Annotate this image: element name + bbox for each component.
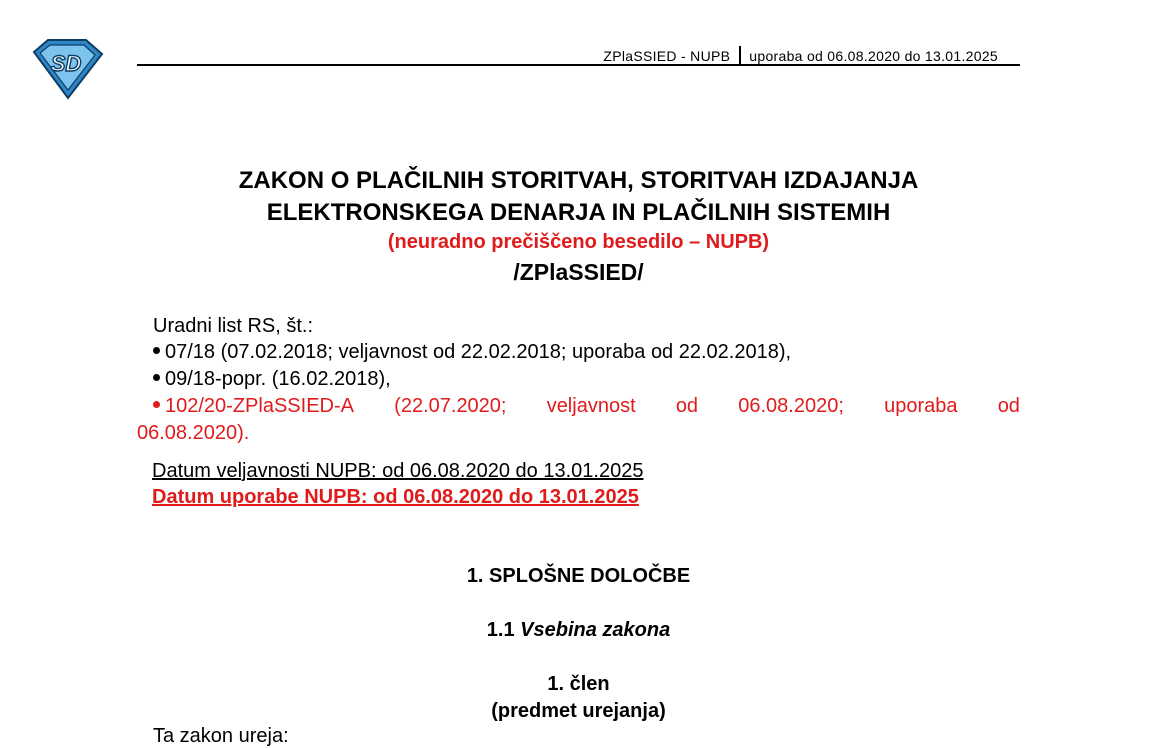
logo-text: SD [50,51,82,76]
gazette-item [153,367,391,391]
bullet-icon [153,401,160,408]
bullet-icon [153,347,160,354]
header-document-label: ZPlaSSIED - NUPB [603,48,731,64]
bullet-icon [153,374,160,381]
amendment-word: uporaba [884,395,958,417]
article-title: (predmet urejanja) [491,700,666,722]
amendment-word: (22.07.2020; [394,395,507,417]
article-body-start: Ta zakon ureja: [153,725,289,747]
gazette-intro: Uradni list RS, št.: [153,315,314,337]
amendment-word: od [675,395,699,417]
law-title-line-1: ZAKON O PLAČILNIH STORITVAH, STORITVAH IZDAJANJA [238,167,919,194]
gazette-item-amendment-continuation: 06.08.2020). [137,422,250,444]
running-header [137,44,1020,66]
article-number: 1. člen [547,673,610,695]
header-usage-dates: uporaba od 06.08.2020 do 13.01.2025 [749,48,998,64]
subsection-heading [137,618,1020,642]
amendment-word: 06.08.2020; [738,395,844,417]
subsection-title: Vsebina zakona [520,619,671,641]
gazette-item [153,340,791,364]
subsection-number: 1.1 [486,619,515,641]
law-title-line-2: ELEKTRONSKEGA DENARJA IN PLAČILNIH SISTEMIH [266,199,891,226]
validity-date-line: Datum veljavnosti NUPB: od 06.08.2020 do 13.01.2025 [152,460,644,482]
amendment-word: 102/20-ZPlaSSIED-A [153,394,354,418]
sd-logo-icon [30,38,104,100]
header-separator [739,46,741,66]
gazette-item-text: 09/18-popr. (16.02.2018), [165,368,391,390]
amendment-word: od [997,395,1020,417]
law-subtitle: (neuradno prečiščeno besedilo – NUPB) [387,231,770,253]
gazette-item-amendment [153,394,1020,418]
amendment-word: veljavnost [546,395,636,417]
law-abbreviation: /ZPlaSSIED/ [513,259,644,285]
chapter-heading: 1. SPLOŠNE DOLOČBE [466,565,691,587]
usage-date-line: Datum uporabe NUPB: od 06.08.2020 do 13.01.2025 [152,486,639,508]
gazette-item-text: 07/18 (07.02.2018; veljavnost od 22.02.2018; uporaba od 22.02.2018), [165,341,792,363]
header-text [603,46,998,66]
